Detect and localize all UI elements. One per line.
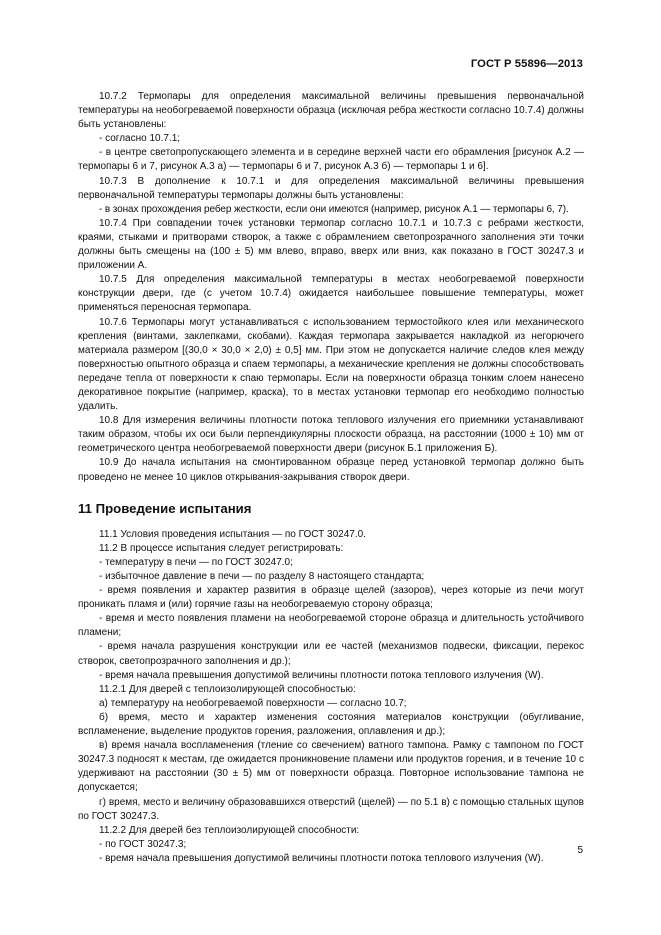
list-item: - время начала превышения допустимой величины плотности потока теплового излучения (W).: [99, 669, 544, 681]
list-item: - время начала разрушения конструкции или ее частей (механизмов подвески, фиксации, перекос створок, светопрозрачного заполнения и др.);: [78, 641, 584, 667]
paragraph-10-8: 10.8 Для измерения величины плотности потока теплового излучения его приемники устанавливают таким образом, чтобы их оси были перпендикулярны плоскости образца, на расстоянии (1000 ± 10) мм от геометрического центра необогреваемой поверхности двери (рисунок Б.1 приложения Б).: [78, 415, 584, 455]
page-number: 5: [577, 845, 583, 856]
paragraph-10-7-5: 10.7.5 Для определения максимальной температуры в местах необогреваемой поверхности конструкции двери, где (с учетом 10.7.4) ожидается наибольшее повышение температуры, может применяться переносная термопара.: [78, 274, 584, 314]
list-item: - в центре светопропускающего элемента и в середине верхней части его обрамления [рисунок А.2 — термопары 6 и 7, рисунок А.3 а) — термопары 6 и 7, рисунок А.3 б) — термопары 1 и 6].: [78, 147, 584, 173]
list-item: а) температуру на необогреваемой поверхности — согласно 10.7;: [99, 697, 407, 709]
list-item: б) время, место и характер изменения состояния материалов конструкции (обугливание, вспламенение, выделение продуктов горения, разложения, оплавления и др.);: [78, 711, 584, 738]
list-item: в) время начала воспламенения (тление со свечением) ватного тампона. Рамку с тампоном по ГОСТ 30247.3 подносят к местам, где ожидается проникновение пламени или продуктов горения, и в течение 10 с удерживают на расстоянии (30 ± 5) мм от поверхности образца. Повторное использование тампона не допускается;: [78, 740, 584, 794]
paragraph-11-2-2: 11.2.2 Для дверей без теплоизолирующей способности:: [99, 824, 360, 836]
list-item: - температуру в печи — по ГОСТ 30247.0;: [99, 556, 293, 568]
paragraph-11-2-1: 11.2.1 Для дверей с теплоизолирующей способностью:: [99, 683, 356, 695]
paragraph-10-7-2: 10.7.2 Термопары для определения максимальной величины превышения первоначальной температуры на необогреваемой поверхности образца (исключая ребра жесткости согласно 10.7.4) должны быть установлены:: [78, 91, 584, 131]
document-body: [78, 90, 584, 866]
paragraph-10-7-4: 10.7.4 При совпадении точек установки термопар согласно 10.7.1 и 10.7.3 с ребрами жесткости, краями, стыками и притворами створок, а также с обрамлением светопрозрачного заполнения эти точки должны быть смещены на (100 ± 5) мм влево, вправо, вверх или вниз, как показано в ГОСТ 30247.3 и приложении А.: [78, 217, 584, 272]
paragraph-11-1: 11.1 Условия проведения испытания — по ГОСТ 30247.0.: [99, 528, 366, 540]
list-item: - в зонах прохождения ребер жесткости, если они имеются (например, рисунок А.1 — термопары 6, 7).: [99, 203, 569, 215]
list-item: - избыточное давление в печи — по разделу 8 настоящего стандарта;: [99, 571, 425, 582]
paragraph-10-7-3: 10.7.3 В дополнение к 10.7.1 и для определения максимальной величины превышения первоначальной температуры термопары должны быть установлены:: [78, 175, 584, 201]
document-code-header: ГОСТ Р 55896—2013: [470, 58, 583, 70]
list-item: - согласно 10.7.1;: [99, 133, 181, 145]
list-item: - по ГОСТ 30247.3;: [99, 838, 187, 850]
list-item: - время и место появления пламени на необогреваемой стороне образца и длительность устойчивого пламени;: [78, 613, 584, 639]
list-item: - время начала превышения допустимой величины плотности потока теплового излучения (W).: [99, 852, 544, 864]
section-title: 11 Проведение испытания: [78, 500, 252, 516]
paragraph-11-2: 11.2 В процессе испытания следует регистрировать:: [99, 542, 344, 554]
paragraph-10-9: 10.9 До начала испытания на смонтированном образце перед установкой термопар должно быть проведено не менее 10 циклов открывания-закрывания створок двери.: [78, 457, 584, 483]
list-item: - время появления и характер развития в образце щелей (зазоров), через которые из печи могут проникать пламя и (или) горячие газы на необогреваемую сторону образца;: [78, 585, 584, 611]
paragraph-10-7-6: 10.7.6 Термопары могут устанавливаться с использованием термостойкого клея или механического крепления (винтами, заклепками, скобами). Каждая термопара закрывается накладкой из негорючего материала размером [(30,0 × 30,0 × 2,0) ± 0,5] мм. При этом не допускается наличие следов клея между поверхностью опытного образца и спаем термопары, а механические крепления не должны способствовать передаче тепла от поверхности к спаю термопары. Если на поверхности образца тонким слоем нанесено декоративное покрытие (например, краска), то в местах установки термопар его необходимо полностью удалить.: [78, 316, 584, 413]
list-item: г) время, место и величину образовавшихся отверстий (щелей) — по 5.1 в) с помощью стальных щупов по ГОСТ 30247.3.: [78, 796, 584, 822]
